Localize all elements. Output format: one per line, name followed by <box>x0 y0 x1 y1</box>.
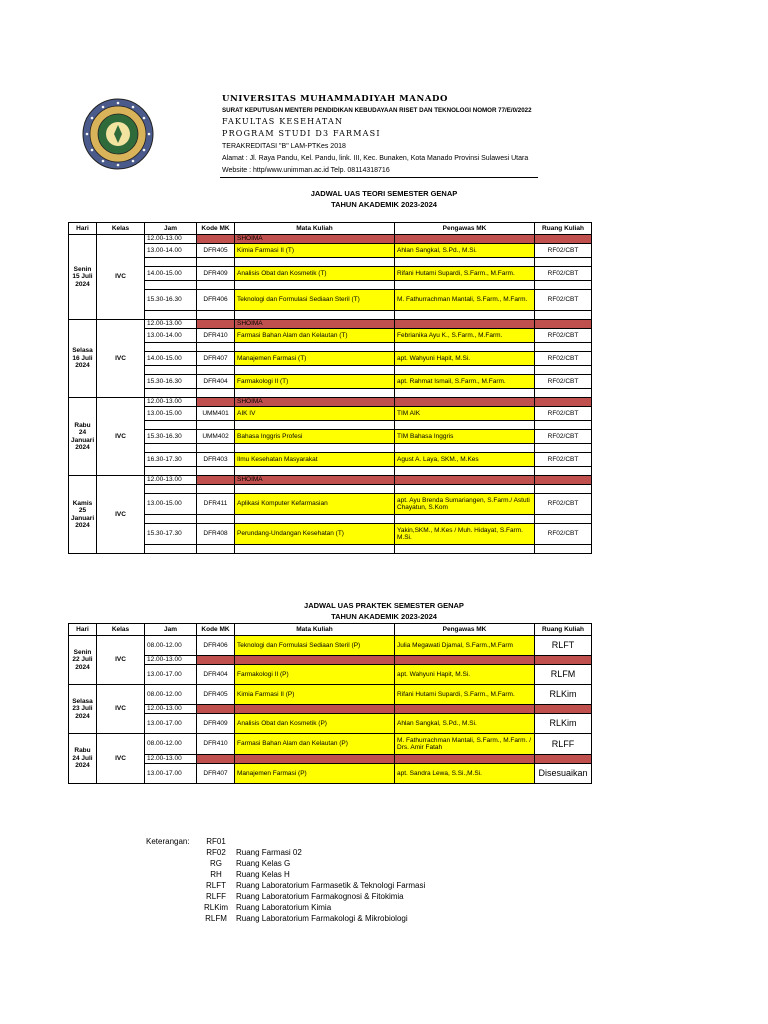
legend-item <box>196 915 408 923</box>
time-cell: 14.00-15.00 <box>145 267 197 281</box>
course-code-cell: UMM402 <box>197 430 235 444</box>
supervisor-cell: TIM Bahasa Inggris <box>395 430 535 444</box>
table-row <box>69 515 592 524</box>
course-name-cell <box>235 366 395 375</box>
supervisor-cell: TIM AIK <box>395 407 535 421</box>
room-cell <box>535 705 592 714</box>
table-row <box>69 705 592 714</box>
column-header: Kelas <box>97 624 145 636</box>
praktek-subtitle: TAHUN AKADEMIK 2023-2024 <box>331 612 437 621</box>
course-name-cell: Teknologi dan Formulasi Sediaan Steril (T) <box>235 290 395 311</box>
time-cell: 08.00-12.00 <box>145 636 197 656</box>
room-cell: RF02/CBT <box>535 329 592 343</box>
course-name-cell: Farmasi Bahan Alam dan Kelautan (T) <box>235 329 395 343</box>
room-cell: RF02/CBT <box>535 352 592 366</box>
legend-code: RLFT <box>206 881 226 890</box>
course-name-cell: Perundang-Undangan Kesehatan (T) <box>235 524 395 545</box>
course-name-cell: Kimia Farmasi II (T) <box>235 244 395 258</box>
course-name-cell: SHOIMA <box>235 476 395 485</box>
accreditation-text: TERAKREDITASI "B" LAM-PTKes 2018 <box>222 143 346 150</box>
time-cell: 13.00-17.00 <box>145 665 197 685</box>
course-code-cell <box>197 311 235 320</box>
course-name-cell: SHOIMA <box>235 235 395 244</box>
course-code-cell: DFR404 <box>197 665 235 685</box>
room-cell: RLFT <box>535 636 592 656</box>
time-cell: 12.00-13.00 <box>145 476 197 485</box>
day-cell: Rabu 24 Juli 2024 <box>69 734 97 784</box>
day-cell: Rabu 24 Januari 2024 <box>69 398 97 476</box>
class-cell: IVC <box>97 235 145 320</box>
room-cell <box>535 320 592 329</box>
time-cell: 13.00-15.00 <box>145 494 197 515</box>
legend-code: RLFF <box>206 892 226 901</box>
course-name-cell <box>235 444 395 453</box>
legend-code: RF01 <box>206 837 226 846</box>
course-name-cell: Ilmu Kesehatan Masyarakat <box>235 453 395 467</box>
supervisor-cell: Rifani Hutami Supardi, S.Farm., M.Farm. <box>395 267 535 281</box>
legend-description: Ruang Laboratorium Farmakognosi & Fitokimia <box>236 892 404 901</box>
column-header: Hari <box>69 223 97 235</box>
table-row <box>69 494 592 515</box>
course-code-cell: DFR409 <box>197 267 235 281</box>
legend-description: Ruang Farmasi 02 <box>236 848 302 857</box>
column-header: Mata Kuliah <box>235 624 395 636</box>
supervisor-cell: Yakin,SKM., M.Kes / Muh. Hidayat, S.Farm. M.Si. <box>395 524 535 545</box>
time-cell <box>145 311 197 320</box>
room-cell: RF02/CBT <box>535 453 592 467</box>
course-code-cell: DFR405 <box>197 244 235 258</box>
legend-code: RG <box>210 859 222 868</box>
course-name-cell <box>235 656 395 665</box>
room-cell <box>535 515 592 524</box>
room-cell <box>535 421 592 430</box>
course-name-cell: SHOIMA <box>235 320 395 329</box>
supervisor-cell: apt. Wahyuni Hapit, M.Si. <box>395 665 535 685</box>
room-cell: RF02/CBT <box>535 407 592 421</box>
room-cell <box>535 235 592 244</box>
course-code-cell: DFR410 <box>197 329 235 343</box>
table-row <box>69 290 592 311</box>
time-cell <box>145 366 197 375</box>
supervisor-cell <box>395 235 535 244</box>
legend-code: RLKim <box>203 903 228 912</box>
course-name-cell: Analisis Obat dan Kosmetik (T) <box>235 267 395 281</box>
room-cell <box>535 389 592 398</box>
legend-item <box>196 871 290 879</box>
supervisor-cell: Rifani Hutami Supardi, S.Farm., M.Farm. <box>395 685 535 705</box>
room-cell <box>535 398 592 407</box>
class-cell: IVC <box>97 320 145 398</box>
supervisor-cell <box>395 476 535 485</box>
supervisor-cell: Julia Megawati Djamal, S.Farm.,M.Farm <box>395 636 535 656</box>
supervisor-cell: M. Fathurrachman Mantali, S.Farm., M.Farm. / Drs. Amir Fatah <box>395 734 535 755</box>
course-code-cell: DFR407 <box>197 764 235 784</box>
time-cell <box>145 545 197 554</box>
time-cell: 12.00-13.00 <box>145 320 197 329</box>
course-name-cell <box>235 485 395 494</box>
time-cell: 12.00-13.00 <box>145 755 197 764</box>
room-cell <box>535 258 592 267</box>
course-code-cell: DFR406 <box>197 290 235 311</box>
course-name-cell: Farmakologi II (P) <box>235 665 395 685</box>
table-row <box>69 755 592 764</box>
supervisor-cell: apt. Sandra Lewa, S.Si.,M.Si. <box>395 764 535 784</box>
course-name-cell: AIK IV <box>235 407 395 421</box>
course-name-cell <box>235 389 395 398</box>
room-cell <box>535 366 592 375</box>
course-code-cell: DFR411 <box>197 494 235 515</box>
time-cell: 15.30-16.30 <box>145 430 197 444</box>
table-row <box>69 407 592 421</box>
course-name-cell: Farmasi Bahan Alam dan Kelautan (P) <box>235 734 395 755</box>
course-name-cell <box>235 343 395 352</box>
course-code-cell <box>197 705 235 714</box>
room-cell <box>535 467 592 476</box>
column-header: Pengawas MK <box>395 624 535 636</box>
room-cell <box>535 343 592 352</box>
course-code-cell <box>197 366 235 375</box>
column-header: Kode MK <box>197 624 235 636</box>
supervisor-cell <box>395 343 535 352</box>
time-cell <box>145 515 197 524</box>
room-cell <box>535 311 592 320</box>
room-cell: RF02/CBT <box>535 267 592 281</box>
course-name-cell: Analisis Obat dan Kosmetik (P) <box>235 714 395 734</box>
course-code-cell <box>197 421 235 430</box>
column-header: Jam <box>145 223 197 235</box>
room-cell: RLKim <box>535 685 592 705</box>
class-cell: IVC <box>97 398 145 476</box>
course-name-cell <box>235 755 395 764</box>
legend-item <box>196 882 425 890</box>
room-cell <box>535 755 592 764</box>
table-row <box>69 485 592 494</box>
time-cell <box>145 281 197 290</box>
time-cell: 15.30-16.30 <box>145 290 197 311</box>
praktek-schedule-table <box>68 623 592 784</box>
day-cell: Selasa 16 Juli 2024 <box>69 320 97 398</box>
supervisor-cell <box>395 545 535 554</box>
column-header: Hari <box>69 624 97 636</box>
room-cell <box>535 476 592 485</box>
room-cell: RF02/CBT <box>535 430 592 444</box>
room-cell: RF02/CBT <box>535 494 592 515</box>
supervisor-cell <box>395 705 535 714</box>
course-name-cell <box>235 467 395 476</box>
legend-item <box>196 849 302 857</box>
course-name-cell: SHOIMA <box>235 398 395 407</box>
table-row <box>69 366 592 375</box>
table-row <box>69 430 592 444</box>
table-row <box>69 467 592 476</box>
table-row <box>69 421 592 430</box>
supervisor-cell <box>395 281 535 290</box>
course-code-cell: DFR403 <box>197 453 235 467</box>
time-cell <box>145 343 197 352</box>
time-cell <box>145 485 197 494</box>
time-cell: 13.00-14.00 <box>145 329 197 343</box>
room-cell: RLFM <box>535 665 592 685</box>
table-row <box>69 281 592 290</box>
column-header: Kelas <box>97 223 145 235</box>
time-cell <box>145 467 197 476</box>
program-name: PROGRAM STUDI D3 FARMASI <box>222 129 381 138</box>
course-code-cell <box>197 467 235 476</box>
course-name-cell <box>235 515 395 524</box>
time-cell <box>145 389 197 398</box>
supervisor-cell <box>395 311 535 320</box>
table-row <box>69 444 592 453</box>
table-row <box>69 389 592 398</box>
time-cell: 13.00-14.00 <box>145 244 197 258</box>
legend-description: Ruang Kelas G <box>236 859 291 868</box>
legend-description: Ruang Laboratorium Farmasetik & Teknologi Farmasi <box>236 881 426 890</box>
table-row <box>69 665 592 685</box>
time-cell: 08.00-12.00 <box>145 734 197 755</box>
table-row <box>69 398 592 407</box>
column-header: Mata Kuliah <box>235 223 395 235</box>
supervisor-cell: M. Fathurrachman Mantali, S.Farm., M.Farm. <box>395 290 535 311</box>
time-cell: 13.00-17.00 <box>145 714 197 734</box>
table-row <box>69 656 592 665</box>
course-code-cell <box>197 258 235 267</box>
supervisor-cell: apt. Rahmat Ismail, S.Farm., M.Farm. <box>395 375 535 389</box>
supervisor-cell <box>395 467 535 476</box>
course-code-cell <box>197 485 235 494</box>
supervisor-cell <box>395 389 535 398</box>
day-cell: Senin 15 Juli 2024 <box>69 235 97 320</box>
legend-item <box>196 904 331 912</box>
course-code-cell <box>197 755 235 764</box>
supervisor-cell <box>395 366 535 375</box>
course-code-cell: DFR409 <box>197 714 235 734</box>
table-row <box>69 267 592 281</box>
table-row <box>69 764 592 784</box>
table-row <box>69 453 592 467</box>
course-name-cell <box>235 545 395 554</box>
course-name-cell: Kimia Farmasi II (P) <box>235 685 395 705</box>
day-cell: Senin 22 Juli 2024 <box>69 636 97 685</box>
class-cell: IVC <box>97 636 145 685</box>
table-row <box>69 244 592 258</box>
table-row <box>69 714 592 734</box>
time-cell: 15.30-16.30 <box>145 375 197 389</box>
course-code-cell: UMM401 <box>197 407 235 421</box>
course-name-cell: Manajemen Farmasi (P) <box>235 764 395 784</box>
table-row <box>69 235 592 244</box>
course-code-cell <box>197 545 235 554</box>
supervisor-cell <box>395 398 535 407</box>
supervisor-cell <box>395 485 535 494</box>
table-row <box>69 375 592 389</box>
legend-description: Ruang Laboratorium Farmakologi & Mikrobiologi <box>236 914 408 923</box>
table-row <box>69 636 592 656</box>
supervisor-cell: Febrianika Ayu K., S.Farm., M.Farm. <box>395 329 535 343</box>
course-code-cell <box>197 476 235 485</box>
course-code-cell: DFR408 <box>197 524 235 545</box>
legend-code: RH <box>210 870 222 879</box>
course-name-cell <box>235 421 395 430</box>
course-code-cell <box>197 398 235 407</box>
legend-code: RF02 <box>206 848 226 857</box>
course-code-cell <box>197 389 235 398</box>
supervisor-cell <box>395 656 535 665</box>
supervisor-cell: Agust A. Laya, SKM., M.Kes <box>395 453 535 467</box>
supervisor-cell: Ahlan Sangkal, S.Pd., M.Si. <box>395 244 535 258</box>
class-cell: IVC <box>97 734 145 784</box>
course-code-cell <box>197 320 235 329</box>
header-divider <box>220 177 538 178</box>
room-cell: RF02/CBT <box>535 524 592 545</box>
course-code-cell: DFR407 <box>197 352 235 366</box>
room-cell <box>535 485 592 494</box>
table-header-row <box>69 223 592 235</box>
course-code-cell <box>197 444 235 453</box>
decree-text: SURAT KEPUTUSAN MENTERI PENDIDIKAN KEBUDAYAAN RISET DAN TEKNOLOGI NOMOR 77/E/0/2022 <box>222 107 532 114</box>
table-row <box>69 734 592 755</box>
course-code-cell: DFR410 <box>197 734 235 755</box>
course-code-cell: DFR405 <box>197 685 235 705</box>
course-name-cell <box>235 705 395 714</box>
time-cell <box>145 258 197 267</box>
course-code-cell <box>197 656 235 665</box>
room-cell: RF02/CBT <box>535 244 592 258</box>
time-cell <box>145 444 197 453</box>
course-name-cell: Bahasa Inggris Profesi <box>235 430 395 444</box>
time-cell: 14.00-15.00 <box>145 352 197 366</box>
time-cell: 12.00-13.00 <box>145 705 197 714</box>
room-cell: RF02/CBT <box>535 290 592 311</box>
course-name-cell: Manajemen Farmasi (T) <box>235 352 395 366</box>
time-cell: 12.00-13.00 <box>145 235 197 244</box>
supervisor-cell <box>395 258 535 267</box>
room-cell: RF02/CBT <box>535 375 592 389</box>
university-name: UNIVERSITAS MUHAMMADIYAH MANADO <box>222 94 449 104</box>
table-row <box>69 311 592 320</box>
table-row <box>69 524 592 545</box>
time-cell <box>145 421 197 430</box>
legend-item <box>196 838 236 846</box>
day-cell: Selasa 23 Juli 2024 <box>69 685 97 734</box>
room-cell <box>535 444 592 453</box>
room-cell: RLFF <box>535 734 592 755</box>
time-cell: 08.00-12.00 <box>145 685 197 705</box>
legend-label: Keterangan: <box>146 837 190 846</box>
course-name-cell: Teknologi dan Formulasi Sediaan Steril (P) <box>235 636 395 656</box>
room-cell: Disesuaikan <box>535 764 592 784</box>
praktek-title: JADWAL UAS PRAKTEK SEMESTER GENAP <box>304 601 464 610</box>
class-cell: IVC <box>97 476 145 554</box>
time-cell: 13.00-15.00 <box>145 407 197 421</box>
column-header: Ruang Kuliah <box>535 624 592 636</box>
table-header-row <box>69 624 592 636</box>
room-cell: RLKim <box>535 714 592 734</box>
supervisor-cell <box>395 755 535 764</box>
supervisor-cell: apt. Wahyuni Hapit, M.Si. <box>395 352 535 366</box>
university-seal-logo <box>82 98 154 170</box>
legend-description: Ruang Laboratorium Kimia <box>236 903 332 912</box>
time-cell: 12.00-13.00 <box>145 398 197 407</box>
column-header: Ruang Kuliah <box>535 223 592 235</box>
teori-subtitle: TAHUN AKADEMIK 2023-2024 <box>331 200 437 209</box>
legend-item <box>196 893 404 901</box>
table-row <box>69 352 592 366</box>
course-code-cell <box>197 343 235 352</box>
legend-code: RLFM <box>205 914 227 923</box>
column-header: Jam <box>145 624 197 636</box>
class-cell: IVC <box>97 685 145 734</box>
room-cell <box>535 656 592 665</box>
course-name-cell <box>235 311 395 320</box>
teori-schedule-table <box>68 222 592 554</box>
legend-description: Ruang Kelas H <box>236 870 290 879</box>
table-row <box>69 545 592 554</box>
table-row <box>69 329 592 343</box>
supervisor-cell: apt. Ayu Brenda Sumariangen, S.Farm./ Astuti Chayatun, S.Kom <box>395 494 535 515</box>
day-cell: Kamis 25 Januari 2024 <box>69 476 97 554</box>
course-name-cell <box>235 281 395 290</box>
table-row <box>69 320 592 329</box>
teori-title: JADWAL UAS TEORI SEMESTER GENAP <box>310 189 458 198</box>
supervisor-cell: Ahlan Sangkal, S.Pd., M.Si. <box>395 714 535 734</box>
legend-item <box>196 860 290 868</box>
supervisor-cell <box>395 320 535 329</box>
supervisor-cell <box>395 444 535 453</box>
time-cell: 12.00-13.00 <box>145 656 197 665</box>
course-code-cell <box>197 235 235 244</box>
course-code-cell <box>197 515 235 524</box>
table-row <box>69 685 592 705</box>
course-code-cell <box>197 281 235 290</box>
column-header: Kode MK <box>197 223 235 235</box>
table-row <box>69 258 592 267</box>
course-name-cell: Farmakologi II (T) <box>235 375 395 389</box>
course-code-cell: DFR406 <box>197 636 235 656</box>
address-text: Alamat : Jl. Raya Pandu, Kel. Pandu, link. III, Kec. Bunaken, Kota Manado Provinsi Sulawesi Utara <box>222 155 529 162</box>
course-code-cell: DFR404 <box>197 375 235 389</box>
course-name-cell: Aplikasi Komputer Kefarmasian <box>235 494 395 515</box>
time-cell: 13.00-17.00 <box>145 764 197 784</box>
supervisor-cell <box>395 515 535 524</box>
column-header: Pengawas MK <box>395 223 535 235</box>
room-cell <box>535 545 592 554</box>
supervisor-cell <box>395 421 535 430</box>
course-name-cell <box>235 258 395 267</box>
faculty-name: FAKULTAS KESEHATAN <box>222 117 344 126</box>
time-cell: 15.30-17.30 <box>145 524 197 545</box>
table-row <box>69 343 592 352</box>
room-cell <box>535 281 592 290</box>
contact-text: Website : http/www.unimman.ac.id Telp. 08114318716 <box>222 167 390 174</box>
time-cell: 16.30-17.30 <box>145 453 197 467</box>
table-row <box>69 476 592 485</box>
